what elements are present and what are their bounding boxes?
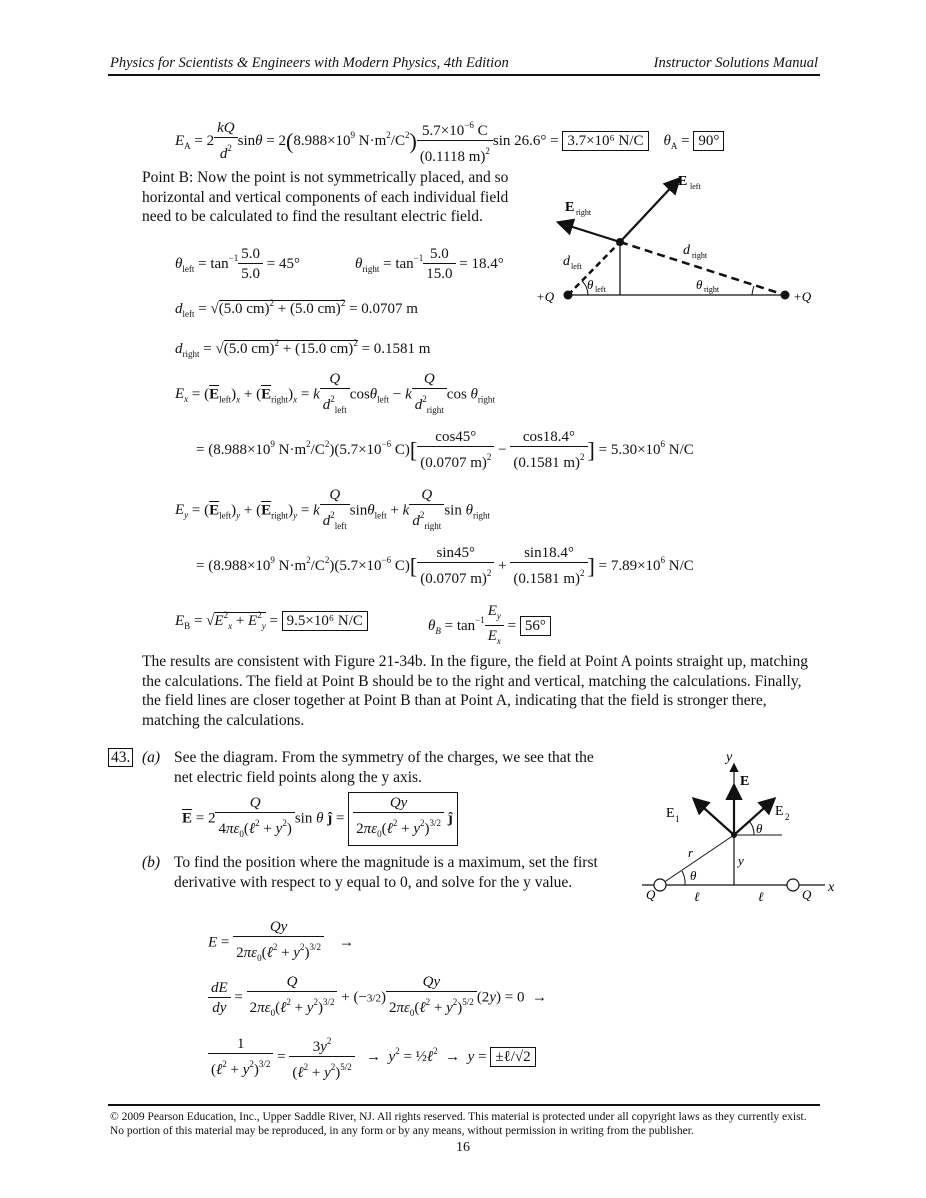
theta-left-sub: left bbox=[595, 285, 606, 294]
part-a-answer: $\frac{Qy}{2\pi\varepsilon_0(\ell^2 + y^2)^{3/2}}$ ĵ bbox=[348, 792, 458, 846]
copyright-notice: © 2009 Pearson Education, Inc., Upper Saddle River, NJ. All rights reserved. This material is protected under all copyright laws as they currently exist. No portion of this material may be reproduced, in any form or by any means, without permission in writing from the publisher. bbox=[110, 1111, 807, 1137]
ex-value: = ($8.988\times 10^9$ $N\cdot m^2/C^2)(5.7\times 10^{-6}$ C)[ $\frac{\cos 45^\circ}{(0.0707 m)^2}$ − $\frac{\cos 18.4^\circ}{(0.1581 m)^2}$ ] = $5.30\times 10^6$ N/C bbox=[196, 429, 694, 471]
e-label: E bbox=[740, 774, 750, 789]
d-right-eq: $d_{right} = √(5.0$ cm)$^2$ + (15.0 cm)$^2$ = 0.1581 m bbox=[175, 338, 431, 359]
d-left-sub: left bbox=[571, 262, 582, 271]
problem-43-diagram bbox=[630, 745, 840, 915]
e-right-label: E bbox=[565, 200, 575, 215]
e-left-sub: left bbox=[690, 182, 701, 191]
d-left-label: d bbox=[563, 254, 570, 269]
part-a-label: (a) bbox=[142, 749, 161, 766]
part-a-equation: $\overline{E} = 2$ $\frac{Q}{4\pi\varepsilon_0(\ell^2 + y^2)}$ sin θ ĵ = $\frac{Qy}{2\pi\varepsilon_0(\ell^2 + y^2)^{3/2}}$ ĵ bbox=[182, 792, 458, 846]
q-left-label: Q bbox=[646, 887, 656, 902]
footer-rule bbox=[108, 1104, 820, 1106]
part-b-answer: ±ℓ/√2 bbox=[490, 1047, 535, 1067]
theta-right-eq: $\theta_{right} = \tan^{-1}$ $\frac{5.0}{15.0}$ = 18.4° bbox=[355, 246, 504, 282]
page-number: 16 bbox=[456, 1140, 470, 1155]
part-b-eq2: $\frac{dE}{dy}$ = $\frac{Q}{2\pi\varepsilon_0(\ell^2 + y^2)^{3/2}}$ + (−3/2) $\frac{Qy}{2\pi\varepsilon_0(\ell^2 + y^2)^{5/2}}$ (2y) = 0 → bbox=[208, 973, 547, 1023]
e-right-sub: right bbox=[576, 208, 592, 217]
equation-ea: $E_A = 2$ $\frac{kQ}{d^2}$ $\sin\theta = 2(8.988\times 10^9$ $N\cdot m^2/C^2$) $\frac{5.7\times 10^{-6} C}{(0.1118 m)^2}$ sin 26.6° = 3.7×10⁶ N/C $\theta_A = 90^\circ$ bbox=[175, 116, 724, 167]
theta-right-sub: right bbox=[704, 285, 720, 294]
theta-left-label: θ bbox=[587, 277, 594, 292]
d-left-eq: $d_{left} = √(5.0$ cm)$^2$ + (5.0 cm)$^2$ = 0.0707 m bbox=[175, 298, 418, 319]
point-b-paragraph: Point B: Now the point is not symmetrically placed, and so horizontal and vertical components of each individual field need to be calculated to find the resultant electric field. bbox=[142, 169, 509, 225]
eb-equation: $E_B = √E^2_x + E^2_y = 9.5\times 10^6$ N/C bbox=[175, 610, 368, 631]
part-b-text: To find the position where the magnitude is a maximum, set the first derivative with respect to y equal to 0, and solve for the y value. bbox=[174, 854, 598, 891]
theta-a-answer: 90° bbox=[693, 131, 724, 151]
ea-answer: 3.7×10⁶ N/C bbox=[562, 131, 648, 151]
e1-sub: 1 bbox=[675, 814, 680, 824]
theta-left-eq: $\theta_{left} = \tan^{-1}$ $\frac{5.0}{5.0}$ = 45° bbox=[175, 246, 300, 282]
e-left-label: E bbox=[678, 174, 688, 189]
q-right-label: Q bbox=[802, 887, 812, 902]
part-b-eq1: E = $\frac{Qy}{2\pi\varepsilon_0(\ell^2 + y^2)^{3/2}}$ → bbox=[208, 919, 354, 963]
y-distance-label: y bbox=[738, 853, 744, 868]
theta-bottom-label: θ bbox=[690, 868, 697, 883]
theta-right-label: θ bbox=[696, 277, 703, 292]
d-right-label: d bbox=[683, 243, 690, 258]
r-label: r bbox=[688, 845, 694, 860]
header-right: Instructor Solutions Manual bbox=[653, 55, 818, 71]
header-left: Physics for Scientists & Engineers with Modern Physics, 4th Edition bbox=[110, 55, 509, 71]
e1-label: E bbox=[666, 806, 675, 821]
e2-sub: 2 bbox=[785, 812, 790, 822]
charge-left-label: +Q bbox=[536, 289, 555, 304]
x-axis-label: x bbox=[828, 880, 835, 895]
ell-right-label: ℓ bbox=[758, 889, 764, 904]
part-b-label: (b) bbox=[142, 854, 161, 871]
ex-definition: $E_x = (\overline{E}_{left})_x + (\overline{E}_{right})_x = k$ $\frac{Q}{d^2_{left}}$ cosθ$_{left}$ − k $\frac{Q}{d^2_{right}}$ $\cos \theta_{right}$ bbox=[175, 371, 495, 415]
eb-answer: 9.5×10⁶ N/C bbox=[282, 611, 368, 631]
problem-number: 43. bbox=[108, 748, 133, 768]
ell-left-label: ℓ bbox=[694, 889, 700, 904]
part-a-text: See the diagram. From the symmetry of the charges, we see that the net electric field points along the y axis. bbox=[174, 749, 594, 786]
part-b-eq3: $\frac{1}{(\ell^2 + y^2)^{3/2}}$ = $\frac{3y^2}{(\ell^2 + y^2)^{5/2}}$ → $y^2$ = ½ℓ$^2$ → y = ±ℓ/√2 bbox=[208, 1032, 536, 1083]
charge-right-label: +Q bbox=[793, 289, 812, 304]
theta-b-answer: 56° bbox=[520, 616, 551, 636]
y-axis-label: y bbox=[726, 750, 733, 765]
header-rule bbox=[108, 74, 820, 76]
ey-value: = ($8.988\times 10^9$ $N\cdot m^2/C^2)(5.7\times 10^{-6}$ C)[ $\frac{\sin 45^\circ}{(0.0707 m)^2}$ + $\frac{\sin 18.4^\circ}{(0.1581 m)^2}$ ] = $7.89\times 10^6$ N/C bbox=[196, 545, 694, 587]
theta-top-label: θ bbox=[756, 821, 763, 836]
d-right-sub: right bbox=[692, 251, 708, 260]
e2-label: E bbox=[775, 804, 784, 819]
theta-b-equation: $\theta_B = \tan^{-1}$ $\frac{E_y}{E_x}$ = 56° bbox=[428, 602, 551, 651]
conclusion-paragraph: The results are consistent with Figure 21-34b. In the figure, the field at Point A points straight up, matching the calculations. The field at Point B should be to the right and vertical, matching the calculations. Finally, the field lines are closer together at Point B than at Point A, indicating that the field is stronger there, matching the calculations. bbox=[142, 653, 808, 729]
point-b-diagram bbox=[530, 165, 830, 315]
ey-definition: $E_y = (\overline{E}_{left})_y + (\overline{E}_{right})_y = k$ $\frac{Q}{d^2_{left}}$ sinθ$_{left}$ + k $\frac{Q}{d^2_{right}}$ $\sin \theta_{right}$ bbox=[175, 487, 490, 531]
